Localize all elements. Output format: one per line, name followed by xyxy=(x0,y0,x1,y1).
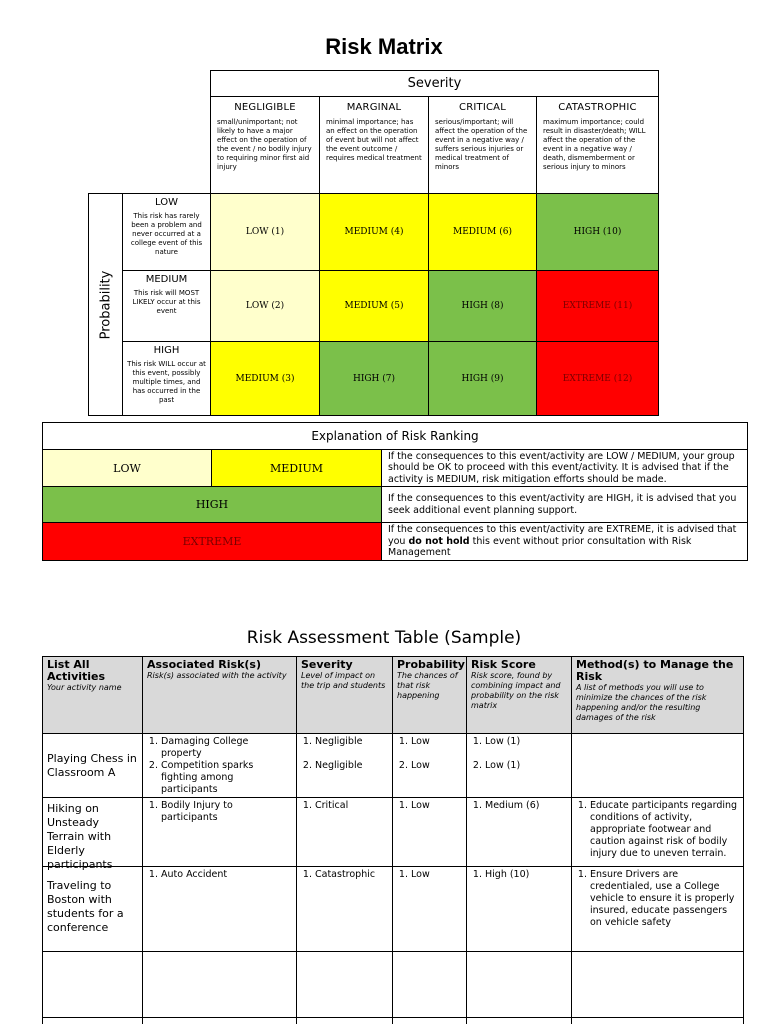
explanation-high: HIGH xyxy=(42,486,382,523)
probability-cell xyxy=(392,797,467,867)
methods-cell xyxy=(571,866,744,952)
score-cell xyxy=(466,866,572,952)
risks-cell xyxy=(142,733,297,798)
header-risks xyxy=(142,656,297,734)
list-item: 1. Low xyxy=(411,869,462,881)
empty-cell xyxy=(466,1017,572,1024)
matrix-cell: HIGH (10) xyxy=(536,193,659,271)
empty-cell xyxy=(392,951,467,1018)
activity-cell: Traveling to Boston with students for a conference xyxy=(42,866,143,952)
probability-name: LOW xyxy=(155,197,178,208)
probability-cell xyxy=(392,866,467,952)
empty-cell xyxy=(142,1017,297,1024)
header-activities xyxy=(42,656,143,734)
empty-cell xyxy=(42,951,143,1018)
methods-cell xyxy=(571,733,744,798)
probability-header xyxy=(88,193,123,416)
score-cell xyxy=(466,797,572,867)
explanation-low: LOW xyxy=(42,449,212,487)
extreme-text-after: this event without prior consultation with Risk Management xyxy=(388,535,692,559)
methods-cell xyxy=(571,797,744,867)
empty-cell xyxy=(392,1017,467,1024)
probability-name: HIGH xyxy=(153,345,180,356)
extreme-text-before: If the consequences to this event/activity are EXTREME, it is advised that you xyxy=(388,524,737,547)
probability-desc: This risk will MOST LIKELY occur at this event xyxy=(132,289,201,315)
explanation-low-medium-text: If the consequences to this event/activity are LOW / MEDIUM, your group should be OK to proceed with this event/activity. It is advised that if the activity is MEDIUM, risk mitigation efforts should be made. xyxy=(381,449,748,487)
empty-cell xyxy=(571,1017,744,1024)
risks-cell xyxy=(142,866,297,952)
matrix-cell: EXTREME (11) xyxy=(536,270,659,342)
list-item: 1. Auto Accident xyxy=(161,869,292,881)
severity-cell xyxy=(296,733,393,798)
severity-name: NEGLIGIBLE xyxy=(234,102,296,113)
severity-critical xyxy=(428,96,537,194)
list-item: 2. Low (1) xyxy=(485,760,567,772)
assessment-title: Risk Assessment Table (Sample) xyxy=(246,628,522,648)
severity-negligible xyxy=(210,96,320,194)
list-item: 1. Damaging College property xyxy=(161,736,292,760)
list-item: 1. Critical xyxy=(315,800,388,812)
severity-desc: small/unimportant; not likely to have a major effect on the operation of the event / no bodily injury to requiring minor first aid injury xyxy=(217,118,312,171)
header-sub: The chances of that risk happening xyxy=(397,671,458,700)
explanation-header: Explanation of Risk Ranking xyxy=(42,422,748,450)
severity-desc: minimal importance; has an effect on the operation of event but will not affect the event outcome / requires medical treatment xyxy=(326,118,422,162)
matrix-cell: MEDIUM (3) xyxy=(210,341,320,416)
matrix-cell: MEDIUM (5) xyxy=(319,270,429,342)
header-sub: Risk score, found by combining impact and probability on the risk matrix xyxy=(471,671,561,710)
explanation-extreme-text xyxy=(381,522,748,561)
severity-header: Severity xyxy=(210,70,659,97)
probability-cell xyxy=(392,733,467,798)
header-severity xyxy=(296,656,393,734)
header-title: Probability xyxy=(397,658,465,671)
probability-high xyxy=(122,341,211,416)
matrix-cell: LOW (1) xyxy=(210,193,320,271)
header-title: Associated Risk(s) xyxy=(147,658,262,671)
matrix-cell: EXTREME (12) xyxy=(536,341,659,416)
list-item: 1. High (10) xyxy=(485,869,567,881)
activity-cell: Hiking on Unsteady Terrain with Elderly participants xyxy=(42,797,143,867)
header-title: Risk Score xyxy=(471,658,536,671)
probability-medium xyxy=(122,270,211,342)
severity-catastrophic xyxy=(536,96,659,194)
page-title: Risk Matrix xyxy=(325,34,443,59)
header-methods xyxy=(571,656,744,734)
severity-cell xyxy=(296,866,393,952)
list-item: 1. Medium (6) xyxy=(485,800,567,812)
empty-cell xyxy=(42,1017,143,1024)
header-probability xyxy=(392,656,467,734)
matrix-cell: HIGH (7) xyxy=(319,341,429,416)
risks-cell xyxy=(142,797,297,867)
header-title: Severity xyxy=(301,658,353,671)
explanation-high-text: If the consequences to this event/activity are HIGH, it is advised that you seek additional event planning support. xyxy=(381,486,748,523)
severity-cell xyxy=(296,797,393,867)
score-cell xyxy=(466,733,572,798)
probability-low xyxy=(122,193,211,271)
explanation-extreme: EXTREME xyxy=(42,522,382,561)
list-item: 1. Low xyxy=(411,736,462,748)
empty-cell xyxy=(466,951,572,1018)
empty-cell xyxy=(296,1017,393,1024)
probability-desc: This risk has rarely been a problem and never occurred at a college event of this nature xyxy=(130,212,203,256)
extreme-text-bold: do not hold xyxy=(408,535,470,547)
matrix-cell: HIGH (8) xyxy=(428,270,537,342)
list-item: 1. Negligible xyxy=(315,736,388,748)
header-sub: Risk(s) associated with the activity xyxy=(147,671,287,680)
severity-name: CRITICAL xyxy=(459,102,506,113)
matrix-cell: LOW (2) xyxy=(210,270,320,342)
header-title: Method(s) to Manage the Risk xyxy=(576,658,734,683)
header-risk-score xyxy=(466,656,572,734)
severity-desc: maximum importance; could result in disaster/death; WILL affect the operation of the event in a negative way / death, dismemberment or serious injury to minors xyxy=(543,118,646,171)
activity-cell: Playing Chess in Classroom A xyxy=(42,733,143,798)
list-item: 1. Educate participants regarding conditions of activity, appropriate footwear and caution against risk of bodily injury due to uneven terrain. xyxy=(590,800,739,860)
list-item: 1. Bodily Injury to participants xyxy=(161,800,292,824)
list-item: 1. Low (1) xyxy=(485,736,567,748)
header-sub: A list of methods you will use to minimize the chances of the risk happening and/or the resulting damages of the risk xyxy=(576,683,707,722)
list-item: 1. Ensure Drivers are credentialed, use a College vehicle to ensure it is properly insured, educate passengers on vehicle safety xyxy=(590,869,739,929)
list-item: 2. Competition sparks fighting among participants xyxy=(161,760,292,796)
list-item: 1. Low xyxy=(411,800,462,812)
probability-desc: This risk WILL occur at this event, possibly multiple times, and has occurred in the past xyxy=(127,360,206,404)
matrix-cell: MEDIUM (4) xyxy=(319,193,429,271)
header-title: List All Activities xyxy=(47,658,106,683)
header-sub: Level of impact on the trip and students xyxy=(301,671,386,690)
severity-name: MARGINAL xyxy=(346,102,402,113)
explanation-medium: MEDIUM xyxy=(211,449,382,487)
probability-label: Probability xyxy=(98,270,113,339)
severity-desc: serious/important; will affect the operation of the event in a negative way / suffers serious injuries or medical treatment of minors xyxy=(435,118,528,171)
matrix-cell: MEDIUM (6) xyxy=(428,193,537,271)
header-sub: Your activity name xyxy=(47,683,122,692)
list-item: 2. Low xyxy=(411,760,462,772)
empty-cell xyxy=(296,951,393,1018)
empty-cell xyxy=(571,951,744,1018)
empty-cell xyxy=(142,951,297,1018)
severity-marginal xyxy=(319,96,429,194)
probability-name: MEDIUM xyxy=(145,274,188,285)
severity-name: CATASTROPHIC xyxy=(558,102,637,113)
list-item: 2. Negligible xyxy=(315,760,388,772)
matrix-cell: HIGH (9) xyxy=(428,341,537,416)
list-item: 1. Catastrophic xyxy=(315,869,388,881)
